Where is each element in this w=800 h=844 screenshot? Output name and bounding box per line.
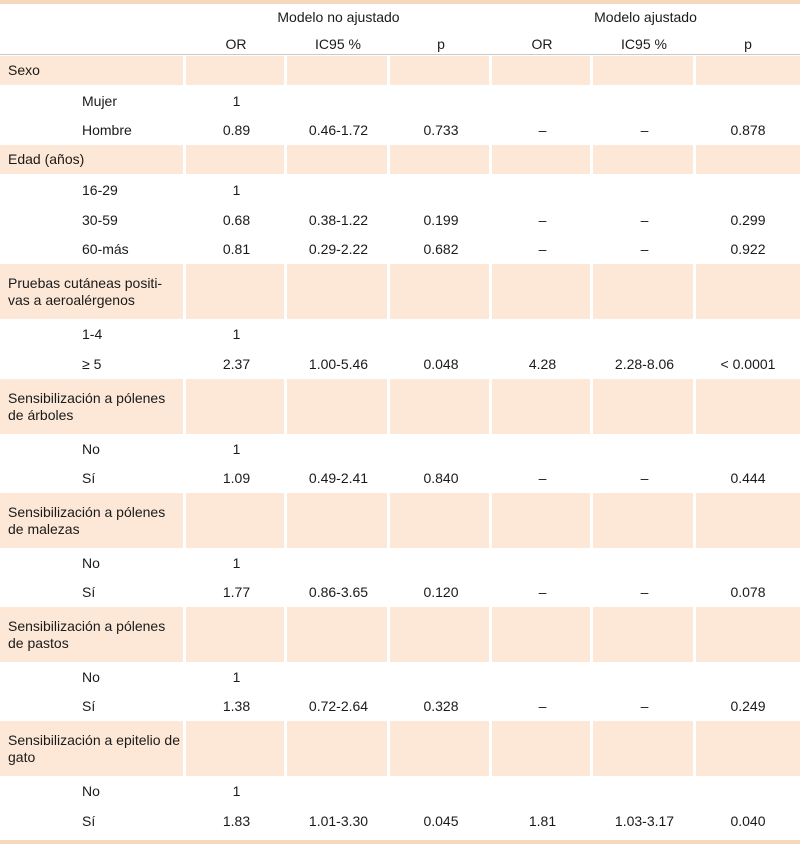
ic95-adjusted-cell [593,174,696,205]
ic95-unadjusted-cell: 0.49-2.41 [287,464,390,493]
ic95-unadjusted-cell [287,434,390,464]
p-unadjusted-cell: 0.328 [390,692,492,721]
ic95-adjusted-cell [593,721,696,776]
level-label: Hombre [0,116,186,145]
ic95-adjusted-cell [593,548,696,578]
p-unadjusted-cell [390,776,492,806]
or-adjusted-cell: 4.28 [492,349,593,379]
category-label: Sensibilización a pólenes de árboles [0,379,186,434]
category-label: Sensibilización a pólenes de malezas [0,493,186,548]
category-label: Pruebas cutáneas positi-vas a aeroalérgenos [0,264,186,319]
or-unadjusted-cell: 1 [186,776,287,806]
p-unadjusted-cell [390,319,492,349]
category-row [0,607,800,662]
or-unadjusted-cell [186,721,287,776]
or-adjusted-cell [492,319,593,349]
or-unadjusted-cell: 1 [186,662,287,692]
level-label: Sí [0,464,186,493]
level-label: No [0,776,186,806]
p-unadjusted-cell: 0.048 [390,349,492,379]
or-adjusted-cell [492,264,593,319]
level-label: Sí [0,578,186,607]
or-adjusted-cell [492,721,593,776]
or-adjusted-cell: 1.81 [492,806,593,836]
p-adjusted-cell [696,56,800,85]
p-adjusted-cell [696,548,800,578]
or-adjusted-cell [492,607,593,662]
or-adjusted-cell: – [492,578,593,607]
ic95-adjusted-cell [593,493,696,548]
level-label: ≥ 5 [0,349,186,379]
p-unadjusted-cell: 0.682 [390,235,492,264]
ic95-unadjusted-cell: 1.00-5.46 [287,349,390,379]
or-adjusted-cell: – [492,464,593,493]
header-divider [0,54,800,55]
table-row [0,319,800,349]
level-label: 16-29 [0,174,186,205]
category-label: Sexo [0,56,186,85]
ic95-unadjusted-cell: 0.72-2.64 [287,692,390,721]
table-row [0,85,800,116]
ic95-unadjusted-cell [287,319,390,349]
p-adjusted-cell [696,607,800,662]
p-adjusted-cell [696,174,800,205]
ic95-adjusted-cell: – [593,578,696,607]
table-row [0,548,800,578]
ic95-unadjusted-cell [287,548,390,578]
ic95-adjusted-cell [593,56,696,85]
column-header-ic95-unadjusted: IC95 % [315,36,361,52]
table-row [0,434,800,464]
ic95-unadjusted-cell [287,145,390,174]
or-unadjusted-cell: 0.68 [186,205,287,235]
ic95-adjusted-cell [593,85,696,116]
p-adjusted-cell: 0.040 [696,806,800,836]
ic95-adjusted-cell [593,264,696,319]
table-row [0,174,800,205]
or-adjusted-cell [492,662,593,692]
category-label: Sensibilización a pólenes de pastos [0,607,186,662]
table-row [0,235,800,264]
level-label: Sí [0,692,186,721]
or-adjusted-cell [492,548,593,578]
ic95-unadjusted-cell [287,607,390,662]
level-label: No [0,662,186,692]
or-adjusted-cell: – [492,205,593,235]
p-adjusted-cell [696,434,800,464]
p-adjusted-cell [696,721,800,776]
or-adjusted-cell [492,56,593,85]
p-unadjusted-cell [390,379,492,434]
or-unadjusted-cell: 1 [186,548,287,578]
ic95-unadjusted-cell [287,264,390,319]
p-unadjusted-cell [390,434,492,464]
table-body [0,56,800,836]
table-row [0,776,800,806]
table-row [0,806,800,836]
or-adjusted-cell [492,493,593,548]
group-header-adjusted: Modelo ajustado [594,9,697,25]
or-adjusted-cell: – [492,116,593,145]
p-adjusted-cell: < 0.0001 [696,349,800,379]
or-unadjusted-cell: 2.37 [186,349,287,379]
category-label: Sensibilización a epitelio de gato [0,721,186,776]
ic95-adjusted-cell [593,379,696,434]
or-adjusted-cell [492,434,593,464]
p-unadjusted-cell [390,607,492,662]
level-label: No [0,434,186,464]
table-row [0,464,800,493]
or-adjusted-cell [492,174,593,205]
or-unadjusted-cell [186,607,287,662]
level-label: 60-más [0,235,186,264]
category-row [0,56,800,85]
or-unadjusted-cell: 1.09 [186,464,287,493]
ic95-unadjusted-cell [287,85,390,116]
ic95-unadjusted-cell [287,56,390,85]
p-adjusted-cell [696,85,800,116]
p-adjusted-cell [696,379,800,434]
ic95-adjusted-cell: – [593,116,696,145]
or-unadjusted-cell [186,493,287,548]
ic95-adjusted-cell: – [593,235,696,264]
p-unadjusted-cell [390,264,492,319]
or-unadjusted-cell: 1 [186,434,287,464]
p-adjusted-cell [696,145,800,174]
ic95-unadjusted-cell [287,776,390,806]
p-adjusted-cell: 0.878 [696,116,800,145]
p-unadjusted-cell [390,548,492,578]
ic95-adjusted-cell: 1.03-3.17 [593,806,696,836]
level-label: Sí [0,806,186,836]
or-unadjusted-cell: 1 [186,319,287,349]
column-header-or-adjusted: OR [531,36,553,52]
table-row [0,116,800,145]
table-row [0,662,800,692]
column-header-or-unadjusted: OR [225,36,247,52]
or-adjusted-cell [492,85,593,116]
table-row [0,578,800,607]
or-unadjusted-cell: 1.77 [186,578,287,607]
or-unadjusted-cell: 0.89 [186,116,287,145]
category-row [0,264,800,319]
table-top-rule [0,0,800,4]
p-unadjusted-cell [390,85,492,116]
or-adjusted-cell [492,145,593,174]
p-unadjusted-cell [390,56,492,85]
or-unadjusted-cell [186,145,287,174]
ic95-adjusted-cell [593,662,696,692]
or-unadjusted-cell [186,264,287,319]
category-row [0,145,800,174]
p-adjusted-cell [696,662,800,692]
table-row [0,349,800,379]
p-unadjusted-cell [390,662,492,692]
category-row [0,721,800,776]
ic95-unadjusted-cell [287,379,390,434]
ic95-adjusted-cell: – [593,464,696,493]
p-adjusted-cell: 0.299 [696,205,800,235]
p-adjusted-cell: 0.078 [696,578,800,607]
ic95-unadjusted-cell: 0.46-1.72 [287,116,390,145]
p-adjusted-cell: 0.249 [696,692,800,721]
p-unadjusted-cell: 0.120 [390,578,492,607]
ic95-adjusted-cell: 2.28-8.06 [593,349,696,379]
p-unadjusted-cell [390,493,492,548]
p-adjusted-cell [696,319,800,349]
p-adjusted-cell [696,493,800,548]
ic95-unadjusted-cell [287,662,390,692]
or-unadjusted-cell [186,56,287,85]
p-adjusted-cell [696,264,800,319]
group-header-unadjusted: Modelo no ajustado [277,9,400,25]
p-adjusted-cell: 0.922 [696,235,800,264]
p-unadjusted-cell [390,145,492,174]
or-adjusted-cell: – [492,692,593,721]
ic95-adjusted-cell [593,319,696,349]
p-unadjusted-cell: 0.840 [390,464,492,493]
category-row [0,379,800,434]
level-label: No [0,548,186,578]
or-unadjusted-cell: 0.81 [186,235,287,264]
column-header-p-unadjusted: p [437,36,445,52]
or-unadjusted-cell [186,379,287,434]
p-unadjusted-cell [390,721,492,776]
ic95-unadjusted-cell [287,174,390,205]
ic95-unadjusted-cell: 1.01-3.30 [287,806,390,836]
or-unadjusted-cell: 1.83 [186,806,287,836]
or-unadjusted-cell: 1 [186,174,287,205]
table-row [0,692,800,721]
p-unadjusted-cell: 0.733 [390,116,492,145]
p-unadjusted-cell [390,174,492,205]
ic95-unadjusted-cell: 0.29-2.22 [287,235,390,264]
category-row [0,493,800,548]
or-adjusted-cell [492,776,593,806]
or-adjusted-cell [492,379,593,434]
ic95-adjusted-cell [593,776,696,806]
category-label: Edad (años) [0,145,186,174]
level-label: 30-59 [0,205,186,235]
table-row [0,205,800,235]
p-adjusted-cell [696,776,800,806]
table-bottom-rule [0,840,800,844]
ic95-unadjusted-cell: 0.38-1.22 [287,205,390,235]
or-adjusted-cell: – [492,235,593,264]
or-unadjusted-cell: 1 [186,85,287,116]
p-unadjusted-cell: 0.045 [390,806,492,836]
level-label: Mujer [0,85,186,116]
ic95-unadjusted-cell [287,721,390,776]
ic95-unadjusted-cell [287,493,390,548]
column-header-p-adjusted: p [744,36,752,52]
level-label: 1-4 [0,319,186,349]
or-unadjusted-cell: 1.38 [186,692,287,721]
ic95-adjusted-cell: – [593,692,696,721]
ic95-adjusted-cell [593,434,696,464]
p-adjusted-cell: 0.444 [696,464,800,493]
p-unadjusted-cell: 0.199 [390,205,492,235]
ic95-adjusted-cell: – [593,205,696,235]
column-header-ic95-adjusted: IC95 % [621,36,667,52]
ic95-adjusted-cell [593,607,696,662]
results-table [0,56,800,836]
ic95-adjusted-cell [593,145,696,174]
ic95-unadjusted-cell: 0.86-3.65 [287,578,390,607]
